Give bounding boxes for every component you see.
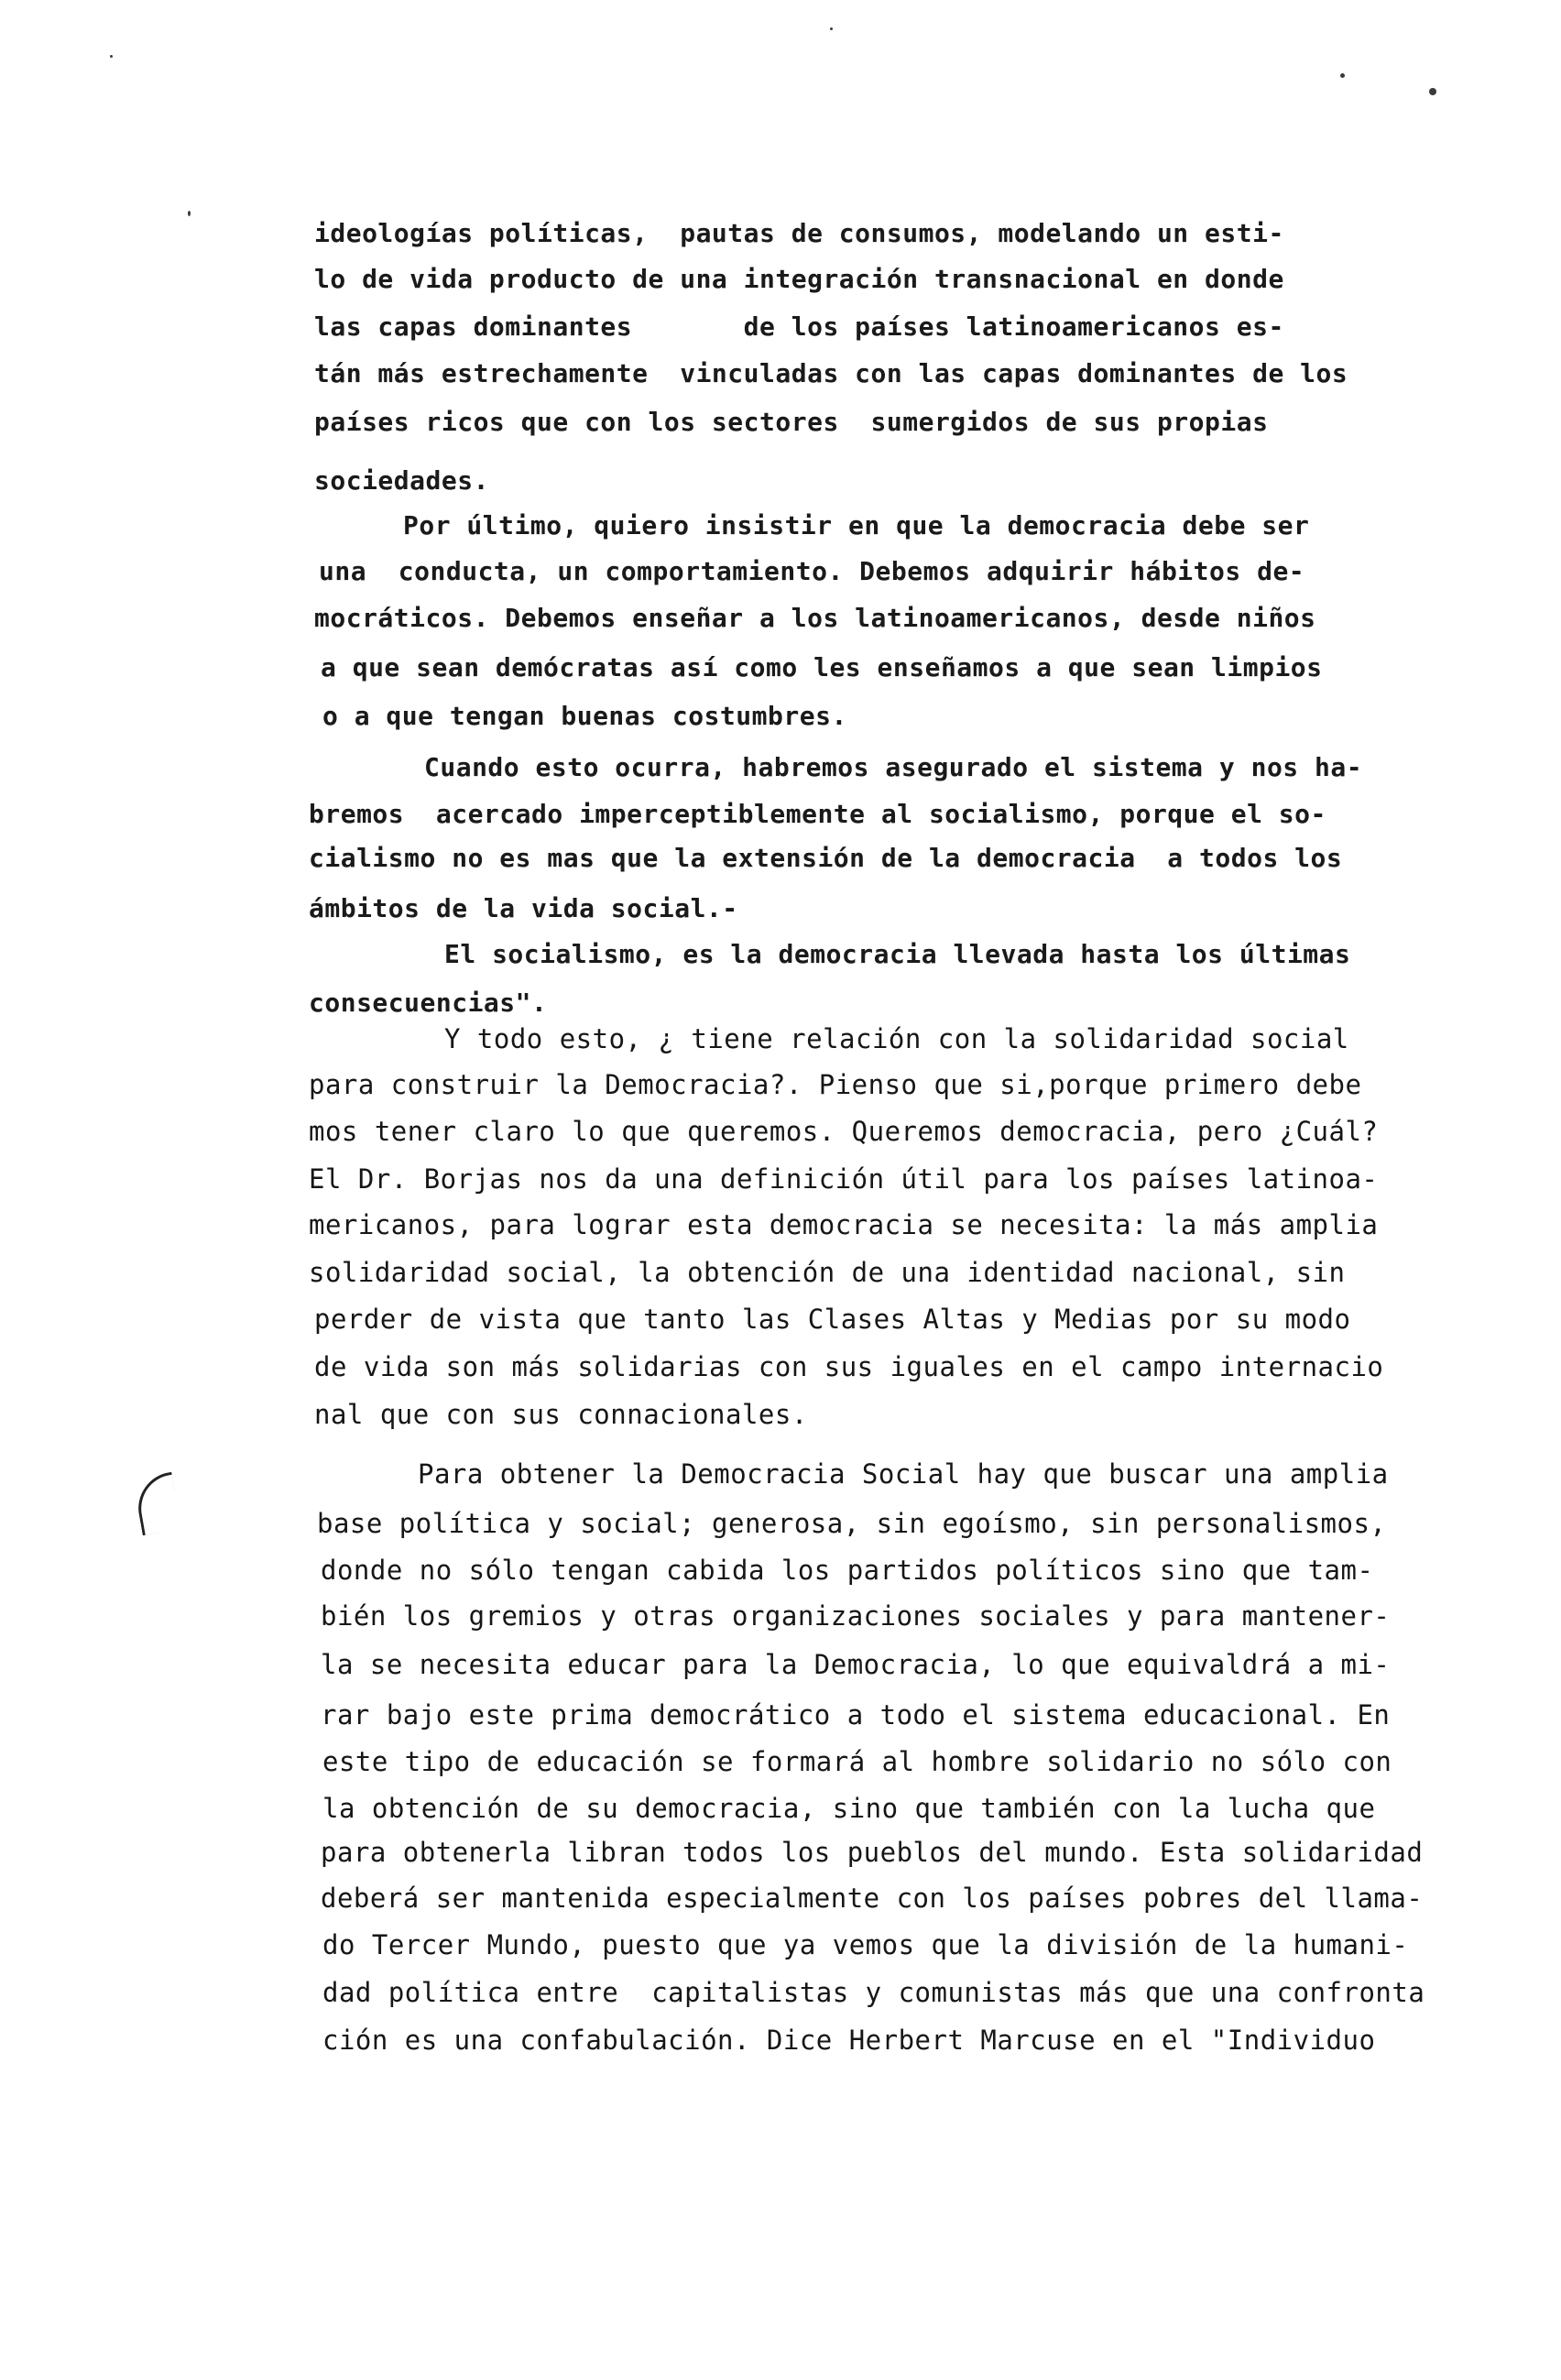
scan-speck bbox=[1429, 88, 1436, 95]
text-line: Por último, quiero insistir en que la democracia debe ser bbox=[403, 510, 1310, 540]
text-line: la se necesita educar para la Democracia, lo que equivaldrá a mi- bbox=[321, 1649, 1391, 1680]
scan-speck bbox=[830, 27, 833, 30]
text-line: Para obtener la Democracia Social hay que buscar una amplia bbox=[418, 1458, 1389, 1490]
text-line: bremos acercado imperceptiblemente al socialismo, porque el so- bbox=[309, 799, 1326, 829]
text-line: este tipo de educación se formará al hombre solidario no sólo con bbox=[322, 1746, 1392, 1777]
text-line: El socialismo, es la democracia llevada hasta los últimas bbox=[444, 939, 1351, 969]
text-line: mos tener claro lo que queremos. Queremos democracia, pero ¿Cuál? bbox=[309, 1116, 1379, 1147]
text-line: do Tercer Mundo, puesto que ya vemos que la división de la humani- bbox=[322, 1929, 1409, 1960]
text-line: rar bajo este prima democrático a todo el sistema educacional. En bbox=[321, 1699, 1391, 1730]
text-line: de vida son más solidarias con sus iguales en el campo internacio bbox=[314, 1351, 1384, 1382]
text-line: mericanos, para lograr esta democracia se necesita: la más amplia bbox=[309, 1209, 1379, 1240]
text-line: Y todo esto, ¿ tiene relación con la solidaridad social bbox=[444, 1023, 1349, 1054]
text-line: países ricos que con los sectores sumergidos de sus propias bbox=[314, 407, 1269, 437]
text-line: una conducta, un comportamiento. Debemos adquirir hábitos de- bbox=[319, 556, 1305, 586]
handwritten-mark bbox=[133, 1472, 181, 1536]
text-line: ción es una confabulación. Dice Herbert Marcuse en el "Individuo bbox=[322, 2025, 1376, 2056]
text-line: ideologías políticas, pautas de consumos, modelando un esti- bbox=[314, 218, 1284, 248]
text-line: cialismo no es mas que la extensión de la democracia a todos los bbox=[309, 843, 1343, 873]
text-line: Cuando esto ocurra, habremos asegurado el sistema y nos ha- bbox=[424, 752, 1363, 782]
text-line: ámbitos de la vida social.- bbox=[309, 893, 738, 923]
text-line: El Dr. Borjas nos da una definición útil para los países latinoa- bbox=[309, 1163, 1379, 1195]
text-line: tán más estrechamente vinculadas con las capas dominantes de los bbox=[314, 358, 1348, 388]
text-line: mocráticos. Debemos enseñar a los latinoamericanos, desde niños bbox=[314, 603, 1316, 633]
text-line: a que sean demócratas así como les enseñamos a que sean limpios bbox=[321, 652, 1323, 682]
text-line: sociedades. bbox=[314, 465, 489, 496]
text-line: la obtención de su democracia, sino que también con la lucha que bbox=[322, 1793, 1376, 1824]
scan-speck bbox=[1340, 73, 1345, 78]
text-line: solidaridad social, la obtención de una identidad nacional, sin bbox=[309, 1257, 1346, 1288]
text-line: para obtenerla libran todos los pueblos del mundo. Esta solidaridad bbox=[321, 1837, 1424, 1868]
text-line: donde no sólo tengan cabida los partidos políticos sino que tam- bbox=[321, 1555, 1374, 1586]
text-line: deberá ser mantenida especialmente con los países pobres del llama- bbox=[321, 1883, 1424, 1914]
scan-speck bbox=[188, 211, 191, 216]
text-line: las capas dominantes de los países latinoamericanos es- bbox=[314, 311, 1284, 342]
text-line: nal que con sus connacionales. bbox=[314, 1399, 808, 1430]
text-line: base política y social; generosa, sin egoísmo, sin personalismos, bbox=[317, 1508, 1387, 1539]
text-line: consecuencias". bbox=[309, 988, 548, 1018]
text-line: para construir la Democracia?. Pienso que si,porque primero debe bbox=[309, 1069, 1362, 1100]
text-line: bién los gremios y otras organizaciones sociales y para mantener- bbox=[321, 1600, 1391, 1632]
text-line: lo de vida producto de una integración transnacional en donde bbox=[314, 264, 1284, 294]
text-line: dad política entre capitalistas y comunistas más que una confronta bbox=[322, 1977, 1425, 2008]
text-line: o a que tengan buenas costumbres. bbox=[322, 701, 847, 731]
scan-speck bbox=[110, 55, 113, 58]
text-line: perder de vista que tanto las Clases Altas y Medias por su modo bbox=[314, 1304, 1351, 1335]
